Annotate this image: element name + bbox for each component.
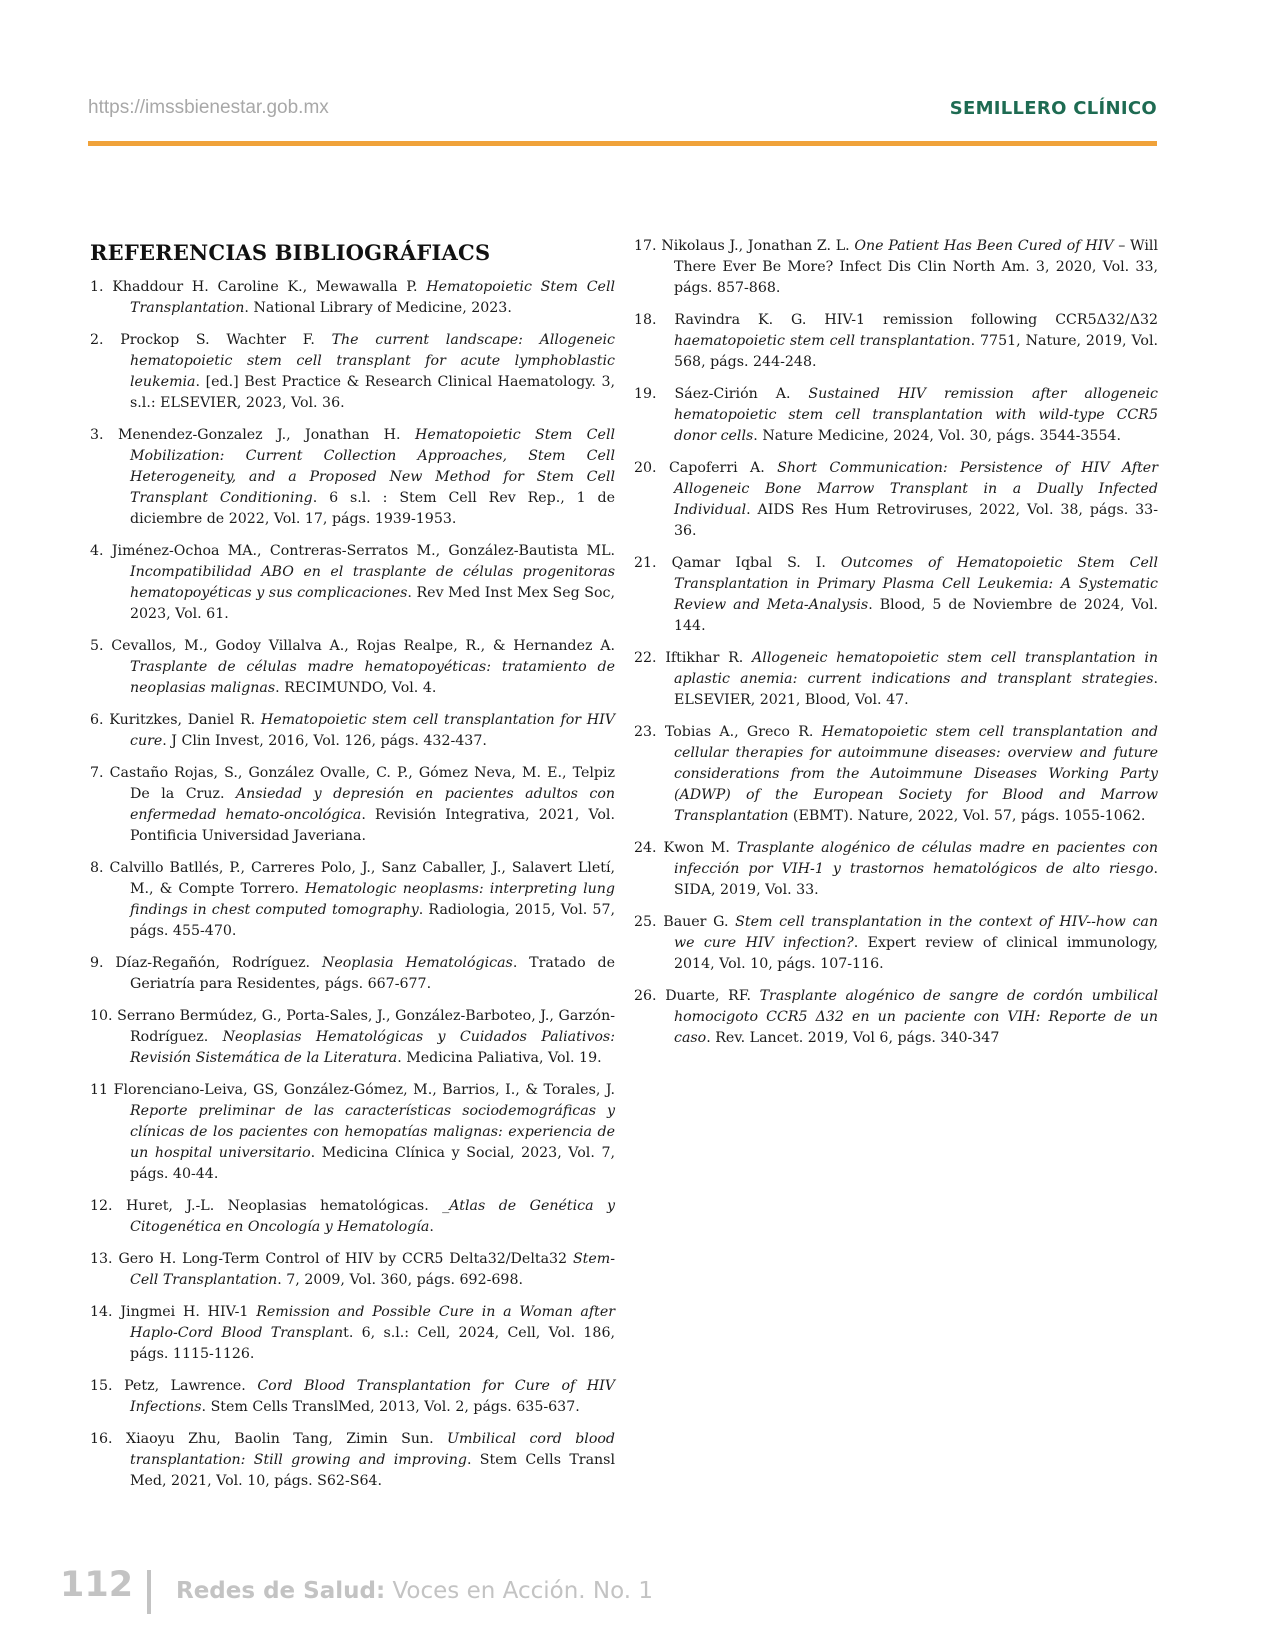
reference-item	[90, 330, 615, 414]
publication-name-bold: Redes de Salud:	[176, 1578, 386, 1604]
reference-item	[634, 458, 1158, 542]
footer-divider	[147, 1570, 151, 1614]
reference-item	[90, 636, 615, 699]
reference-authors: Díaz-Regañón, Rodríguez.	[115, 955, 322, 971]
reference-item	[90, 1080, 615, 1185]
reference-number: 10.	[90, 1008, 113, 1024]
reference-number: 4.	[90, 543, 104, 559]
reference-number: 2.	[90, 332, 104, 348]
reference-source: . 6 s.l. : Stem Cell Rev Rep., 1 de diciembre de 2022, Vol. 17, págs. 1939-1953.	[130, 490, 615, 527]
reference-number: 1.	[90, 279, 104, 295]
reference-number: 7.	[90, 765, 104, 781]
reference-authors: Iftikhar R.	[665, 650, 753, 666]
reference-authors: Menendez-Gonzalez J., Jonathan H.	[117, 427, 415, 443]
reference-source: . RECIMUNDO, Vol. 4.	[275, 680, 437, 696]
reference-authors: Xiaoyu Zhu, Baolin Tang, Zimin Sun.	[125, 1431, 448, 1447]
reference-title: haematopoietic stem cell transplantation	[674, 333, 971, 349]
reference-source: . Medicina Paliativa, Vol. 19.	[397, 1050, 602, 1066]
page-number: 112	[60, 1565, 134, 1605]
reference-title: Outcomes of Hematopoietic Stem Cell Transplantation in Primary Plasma Cell Leukemia: A Systematic Review and Meta-Analysis	[674, 555, 1158, 613]
reference-source: . 7, 2009, Vol. 360, págs. 692-698.	[277, 1272, 523, 1288]
reference-item	[634, 553, 1158, 637]
reference-item	[90, 953, 615, 995]
reference-title: Hematologic neoplasms: interpreting lung findings in chest computed tomography	[130, 881, 615, 918]
reference-number: 23.	[634, 724, 657, 740]
reference-source: . J Clin Invest, 2016, Vol. 126, págs. 432-437.	[162, 733, 487, 749]
reference-title: Stem cell transplantation in the context of HIV--how can we cure HIV infection?	[674, 914, 1158, 951]
reference-number: 21.	[634, 555, 657, 571]
reference-title: One Patient Has Been Cured of HIV	[854, 238, 1114, 254]
reference-authors: Cevallos, M., Godoy Villalva A., Rojas Realpe, R., & Hernandez A.	[111, 638, 615, 654]
reference-authors: Jiménez-Ochoa MA., Contreras-Serratos M., González-Bautista ML.	[111, 543, 615, 559]
reference-title: Incompatibilidad ABO en el trasplante de células progenitoras hematopoyéticas y sus complicaciones	[130, 564, 615, 601]
reference-source: (EBMT). Nature, 2022, Vol. 57, págs. 1055-1062.	[788, 808, 1146, 824]
reference-number: 14.	[90, 1304, 113, 1320]
reference-source: .	[429, 1219, 434, 1235]
reference-source: . Stem Cells TranslMed, 2013, Vol. 2, págs. 635-637.	[201, 1399, 580, 1415]
reference-authors: Prockop S. Wachter F.	[120, 332, 332, 348]
reference-item	[634, 838, 1158, 901]
reference-title: Hematopoietic stem cell transplantation and cellular therapies for autoimmune diseases: overview and future considerations from the Autoimmune Diseases Working Party (ADWP) of the European Society for Blood and Marrow Transplantation	[674, 724, 1158, 824]
reference-authors: Kuritzkes, Daniel R.	[109, 712, 261, 728]
reference-authors: Calvillo Batllés, P., Carreres Polo, J., Sanz Caballer, J., Salavert Lletí, M., & Compte Torrero.	[109, 860, 615, 897]
reference-item	[90, 425, 615, 530]
reference-title: The current landscape: Allogeneic hematopoietic stem cell transplant for acute lymphoblastic leukemia	[130, 332, 615, 390]
header-divider	[88, 141, 1157, 146]
reference-source: . Blood, 5 de Noviembre de 2024, Vol. 144.	[674, 597, 1158, 634]
reference-source: . Tratado de Geriatría para Residentes, págs. 667-677.	[130, 955, 615, 992]
reference-title: Reporte preliminar de las características sociodemográficas y clínicas de los pacientes con hemopatías malignas: experiencia de un hospital universitario	[130, 1103, 615, 1161]
reference-title: Sustained HIV remission after allogeneic hematopoietic stem cell transplantation with wild-type CCR5 donor cells	[674, 386, 1158, 444]
reference-title: Remission and Possible Cure in a Woman after Haplo-Cord Blood Transplan	[130, 1304, 615, 1341]
reference-source: – Will There Ever Be More? Infect Dis Clin North Am. 3, 2020, Vol. 33, págs. 857-868.	[674, 238, 1158, 296]
reference-number: 3.	[90, 427, 104, 443]
reference-title: Short Communication: Persistence of HIV After Allogeneic Bone Marrow Transplant in a Dually Infected Individual	[674, 460, 1158, 518]
reference-authors: Qamar Iqbal S. I.	[671, 555, 841, 571]
reference-number: 8.	[90, 860, 104, 876]
reference-title: Trasplante alogénico de sangre de cordón umbilical homocigoto CCR5 Δ32 en un paciente con VIH: Reporte de un caso	[674, 988, 1158, 1046]
reference-authors: Sáez-Cirión A.	[674, 386, 809, 402]
reference-item	[90, 277, 615, 319]
reference-title: Neoplasia Hematológicas	[321, 955, 513, 971]
reference-item	[634, 310, 1158, 373]
reference-item	[634, 912, 1158, 975]
reference-authors: Jingmei H. HIV-1	[120, 1304, 257, 1320]
reference-source: . Rev Med Inst Mex Seg Soc, 2023, Vol. 61.	[130, 585, 616, 622]
reference-title: Trasplante de células madre hematopoyéticas: tratamiento de neoplasias malignas	[130, 659, 615, 696]
reference-item	[90, 858, 615, 942]
reference-source: . Medicina Clínica y Social, 2023, Vol. 7, págs. 40-44.	[130, 1145, 615, 1182]
reference-authors: Bauer G.	[663, 914, 736, 930]
reference-item	[90, 710, 615, 752]
reference-number: 6.	[90, 712, 104, 728]
reference-source: . 7751, Nature, 2019, Vol. 568, págs. 244-248.	[674, 333, 1158, 370]
reference-authors: Serrano Bermúdez, G., Porta-Sales, J., González-Barboteo, J., Garzón-Rodríguez.	[117, 1008, 616, 1045]
header-url: https://imssbienestar.gob.mx	[88, 97, 329, 118]
reference-title: Cord Blood Transplantation for Cure of HIV Infections	[130, 1378, 616, 1415]
publication-name-rest: Voces en Acción. No. 1	[385, 1578, 654, 1604]
reference-number: 15.	[90, 1378, 113, 1394]
reference-number: 20.	[634, 460, 657, 476]
reference-item	[634, 722, 1158, 827]
reference-number: 22.	[634, 650, 657, 666]
reference-source: . SIDA, 2019, Vol. 33.	[674, 861, 1158, 898]
reference-number: 26.	[634, 988, 657, 1004]
reference-item	[634, 384, 1158, 447]
reference-authors: Capoferri A.	[668, 460, 778, 476]
reference-title: Hematopoietic stem cell transplantation for HIV cure	[130, 712, 615, 749]
reference-number: 25.	[634, 914, 657, 930]
reference-number: 13.	[90, 1251, 113, 1267]
reference-title: Stem-Cell Transplantation	[130, 1251, 616, 1288]
reference-item	[90, 1376, 615, 1418]
reference-source: . Expert review of clinical immunology, 2014, Vol. 10, págs. 107-116.	[674, 935, 1158, 972]
reference-item	[90, 541, 615, 625]
reference-authors: Petz, Lawrence.	[124, 1378, 258, 1394]
reference-source: . Nature Medicine, 2024, Vol. 30, págs. 3544-3554.	[753, 428, 1121, 444]
reference-number: 12.	[90, 1198, 113, 1214]
reference-authors: Duarte, RF.	[665, 988, 760, 1004]
reference-title: Ansiedad y depresión en pacientes adultos con enfermedad hemato-oncológica	[130, 786, 615, 823]
reference-item	[90, 1302, 615, 1365]
reference-number: 16.	[90, 1431, 113, 1447]
section-title: SEMILLERO CLÍNICO	[949, 98, 1157, 119]
reference-source: . Revisión Integrativa, 2021, Vol. Pontificia Universidad Javeriana.	[130, 807, 615, 844]
reference-authors: Ravindra K. G. HIV-1 remission following CCR5Δ32/Δ32	[674, 312, 1159, 328]
reference-title: Neoplasias Hematológicas y Cuidados Paliativos: Revisión Sistemática de la Literatura	[130, 1029, 615, 1066]
reference-source: . [ed.] Best Practice & Research Clinical Haematology. 3, s.l.: ELSEVIER, 2023, Vol. 36.	[130, 374, 615, 411]
reference-item	[90, 763, 615, 847]
reference-item	[90, 1196, 615, 1238]
reference-title: Umbilical cord blood transplantation: Still growing and improving	[130, 1431, 615, 1468]
reference-title: Hematopoietic Stem Cell Mobilization: Current Collection Approaches, Stem Cell Heterogeneity, and a Proposed New Method for Stem Cell Transplant Conditioning	[130, 427, 616, 506]
reference-item	[90, 1006, 615, 1069]
reference-source: . Stem Cells Transl Med, 2021, Vol. 10, págs. S62-S64.	[130, 1452, 615, 1489]
reference-title: Trasplante alogénico de células madre en pacientes con infección por VIH-1 y trastornos hematológicos de alto riesgo	[674, 840, 1159, 877]
reference-item	[634, 648, 1158, 711]
reference-item	[634, 986, 1158, 1049]
reference-source: . AIDS Res Hum Retroviruses, 2022, Vol. 38, págs. 33-36.	[674, 502, 1158, 539]
reference-authors: Castaño Rojas, S., González Ovalle, C. P., Gómez Neva, M. E., Telpiz De la Cruz.	[109, 765, 615, 802]
reference-authors: Huret, J.-L. Neoplasias hematológicas. _	[126, 1198, 450, 1214]
reference-authors: Nikolaus J., Jonathan Z. L.	[661, 238, 855, 254]
reference-number: 11	[90, 1082, 109, 1098]
reference-source: . ELSEVIER, 2021, Blood, Vol. 47.	[674, 671, 1158, 708]
reference-authors: Tobias A., Greco R.	[664, 724, 822, 740]
references-column-right	[634, 236, 1158, 1060]
reference-number: 19.	[634, 386, 657, 402]
reference-title: Allogeneic hematopoietic stem cell transplantation in aplastic anemia: current indications and transplant strategies	[674, 650, 1159, 687]
reference-number: 5.	[90, 638, 104, 654]
reference-number: 18.	[634, 312, 657, 328]
reference-number: 17.	[634, 238, 657, 254]
reference-source: . National Library of Medicine, 2023.	[244, 300, 512, 316]
reference-title: Hematopoietic Stem Cell Transplantation	[130, 279, 616, 316]
reference-number: 24.	[634, 840, 657, 856]
reference-item	[90, 1429, 615, 1492]
reference-number: 9.	[90, 955, 104, 971]
references-heading: REFERENCIAS BIBLIOGRÁFIACS	[90, 240, 491, 265]
references-column-left	[90, 240, 615, 1503]
publication-name	[176, 1578, 653, 1604]
reference-authors: Florenciano-Leiva, GS, González-Gómez, M., Barrios, I., & Torales, J.	[113, 1082, 616, 1098]
reference-source: t. 6, s.l.: Cell, 2024, Cell, Vol. 186, págs. 1115-1126.	[130, 1325, 615, 1362]
reference-authors: Kwon M.	[663, 840, 737, 856]
reference-title: Atlas de Genética y Citogenética en Oncología y Hematología	[130, 1198, 616, 1235]
reference-source: . Radiologia, 2015, Vol. 57, págs. 455-470.	[130, 902, 615, 939]
reference-item	[634, 236, 1158, 299]
reference-source: . Rev. Lancet. 2019, Vol 6, págs. 340-347	[706, 1030, 1000, 1046]
reference-item	[90, 1249, 615, 1291]
reference-authors: Gero H. Long-Term Control of HIV by CCR5 Delta32/Delta32	[118, 1251, 573, 1267]
reference-authors: Khaddour H. Caroline K., Mewawalla P.	[112, 279, 427, 295]
